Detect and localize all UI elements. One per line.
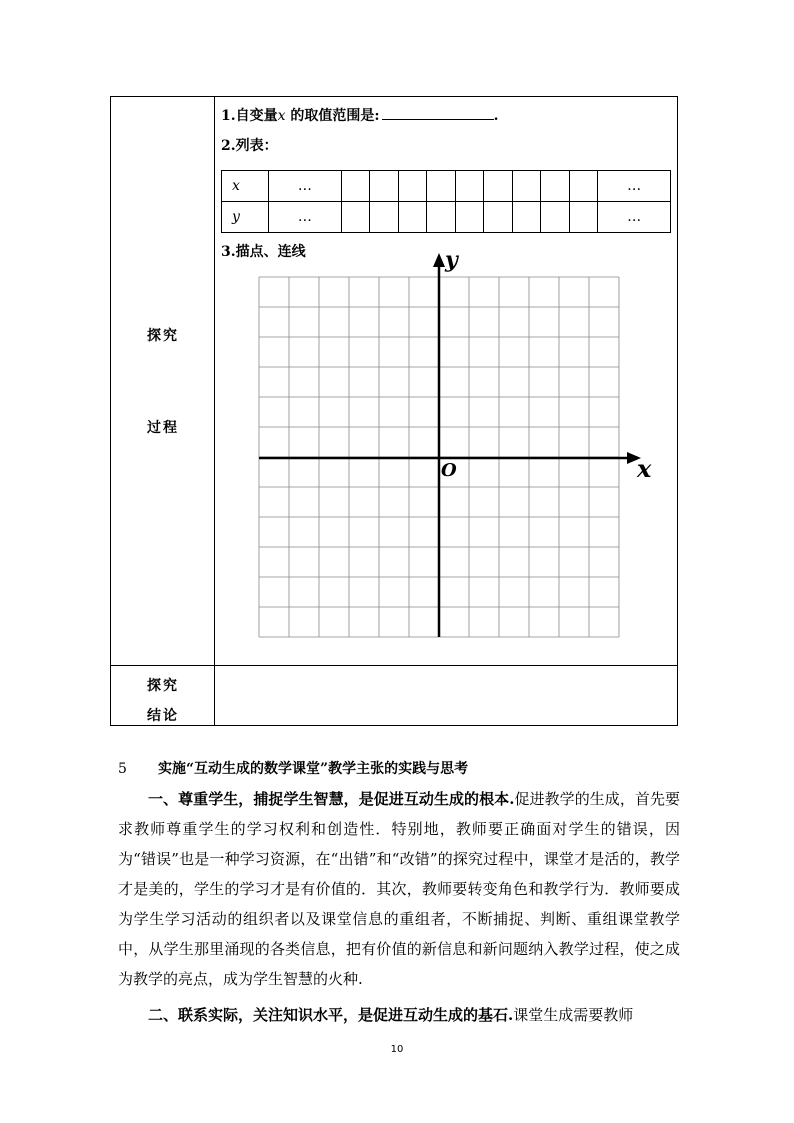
question-domain: 1.自变量x 的取值范围是: .	[221, 108, 499, 124]
coordinate-grid	[249, 247, 669, 647]
table-divider-horizontal	[111, 665, 677, 666]
x-header: x	[222, 171, 269, 202]
question-table: 2.列表：	[221, 138, 278, 154]
answer-blank	[382, 107, 494, 120]
question-plot: 3.描点、连线	[221, 244, 306, 260]
cell-ellipsis: …	[269, 202, 342, 233]
table-divider-vertical	[214, 97, 215, 725]
paragraph-1-body: 促进教学的生成，首先要求教师尊重学生的学习权利和创造性．特别地，教师要正确面对学生的错误，因为“错误”也是一种学习资源，在“出错”和“改错”的探究过程中，课堂才是活的，教学才是美的，学生的学习才是有价值的．其次，教师要转变角色和教学行为．教师要成为学生学习活动的组织者以及课堂信息的重组者，不断捕捉、判断、重组课堂教学中，从学生那里涌现的各类信息，把有价值的新信息和新问题纳入教学过程，使之成为教学的亮点，成为学生智慧的火种.	[118, 790, 680, 988]
section-title: 实施“互动生成的数学课堂”教学主张的实践与思考	[158, 761, 469, 777]
section-number: 5	[118, 761, 127, 777]
lesson-table	[110, 96, 678, 726]
row-label-explore: 探究	[147, 328, 179, 344]
row-label-explore-2: 探究	[147, 678, 179, 694]
paragraph-1	[118, 784, 680, 994]
origin-label: O	[441, 460, 457, 481]
y-axis-arrow	[433, 253, 445, 267]
paragraph-2-lead: 二、联系实际，关注知识水平，是促进互动生成的基石.	[148, 1006, 514, 1024]
page-number: 10	[390, 1044, 404, 1055]
cell-ellipsis: …	[598, 202, 671, 233]
y-header: y	[222, 202, 269, 233]
cell-ellipsis: …	[269, 171, 342, 202]
value-table	[221, 170, 671, 233]
section-heading	[118, 758, 468, 778]
paragraph-2	[118, 1000, 680, 1030]
y-axis-label: y	[445, 247, 458, 273]
row-label-conclusion: 结论	[147, 708, 179, 724]
x-axis-label: x	[637, 454, 652, 483]
row-label-process: 过程	[147, 420, 179, 436]
value-table-row-y	[222, 202, 671, 233]
cell-ellipsis: …	[598, 171, 671, 202]
paragraph-2-body: 课堂生成需要教师	[513, 1006, 634, 1024]
value-table-row-x	[222, 171, 671, 202]
paragraph-1-lead: 一、尊重学生，捕捉学生智慧，是促进互动生成的根本.	[148, 790, 515, 808]
